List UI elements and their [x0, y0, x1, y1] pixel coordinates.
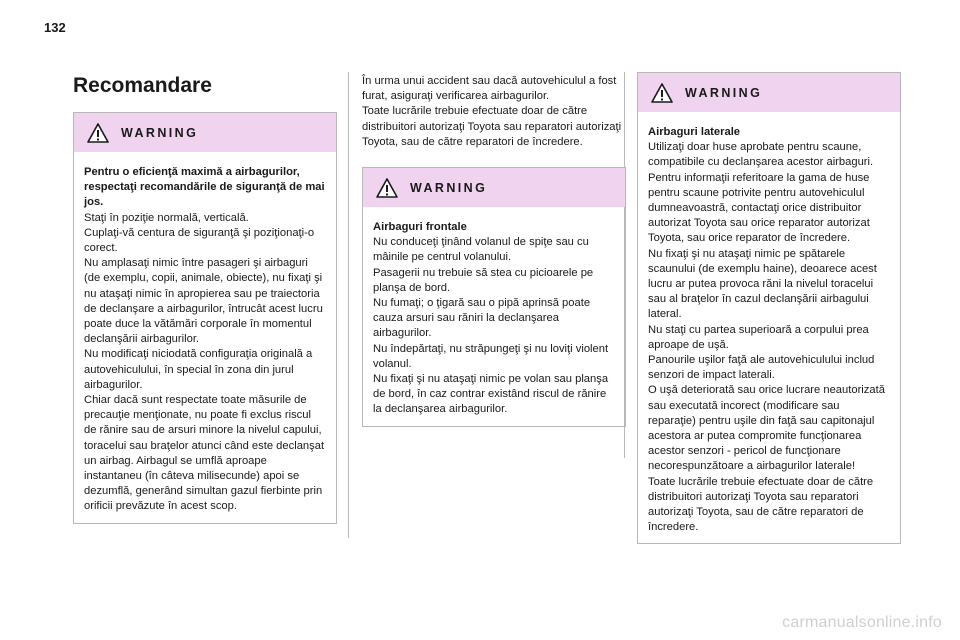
warning-triangle-icon [376, 178, 398, 198]
column-1 [73, 72, 337, 524]
watermark-footer: carmanualsonline.info [782, 614, 942, 631]
warning-title: WARNING [121, 125, 199, 140]
warning-text: Utilizaţi doar huse aprobate pentru scaune, compatibile cu declanşarea acestor airbaguri. Pentru informaţii referitoare la gama de huse pentru scaune potrivite pentru autovehiculul dumneavoastră, contactaţi orice distribuitor autorizat Toyota sau orice reparator autorizat Toyota, sau orice reparator de încredere. Nu fixaţi şi nu ataşaţi nimic pe spătarele scaunului (de exemplu haine), deoarece acest lucru ar putea provoca răni la nivelul toracelui sau al braţelor în cazul declanşării airbagului lateral. Nu staţi cu partea superioară a corpului prea aproape de uşă. Panourile uşilor faţă ale autovehiculului includ senzori de impact laterali. O uşă deteriorată sau orice lucrare neautorizată sau executată incorect (modificare sau reparaţie) pentru uşile din faţă sau capitonajul acestora ar putea compromite funcţionarea acestor senzori - pericol de funcţionare necorespunzătoare a airbagurilor laterale! Toate lucrările trebuie efectuate doar de către distribuitori autorizaţi Toyota sau reparatori autorizaţi Toyota, sau de către reparatori de încredere. [648, 141, 885, 534]
warning-intro: Airbaguri laterale [648, 126, 741, 138]
warning-box-airbag-efficiency [73, 112, 337, 524]
warning-intro: Pentru o eficienţă maximă a airbagurilor, respectaţi recomandările de siguranţă de mai jos. [84, 166, 325, 209]
warning-box-side-airbags [637, 72, 901, 544]
inspection-paragraph: În urma unui accident sau dacă autovehiculul a fost furat, asiguraţi verificarea airbagurilor. Toate lucrările trebuie efectuate doar de către distribuitori autorizaţi Toyota sau reparatori autorizaţi Toyota, sau de către reparatori de încredere. [362, 75, 622, 148]
warning-box-body [638, 112, 900, 543]
warning-box-body [363, 207, 625, 426]
warning-box-header [363, 168, 625, 207]
warning-box-body [74, 152, 336, 523]
warning-box-header [74, 113, 336, 152]
warning-box-front-airbags [362, 167, 626, 427]
warning-triangle-icon [651, 83, 673, 103]
warning-title: WARNING [685, 85, 763, 100]
warning-box-header [638, 73, 900, 112]
section-heading: Recomandare [73, 74, 212, 97]
column-divider-1 [348, 72, 349, 538]
column-3 [637, 72, 901, 544]
warning-triangle-icon [87, 123, 109, 143]
warning-text: Staţi în poziţie normală, verticală. Cuplaţi-vă centura de siguranţă şi poziţionaţi-o corect. Nu amplasaţi nimic între pasageri şi airbaguri (de exemplu, copii, animale, obiecte), nu fixaţi şi nu ataşaţi nimic în apropierea sau pe traiectoria de declanşare a airbagurilor, întrucât acest lucru poate duce la vătămări corporale în momentul declanşării airbagurilor. Nu modificaţi niciodată configuraţia originală a autovehiculului, în special în zona din jurul airbagurilor. Chiar dacă sunt respectate toate măsurile de precauţie menţionate, nu poate fi exclus riscul de rănire sau de arsuri minore la nivelul capului, toracelui sau braţelor atunci când este declanşat un airbag. Airbagul se umflă aproape instantaneu (în câteva milisecunde) apoi se dezumflă, generând simultan gazul fierbinte prin orificii prevăzute în acest scop. [84, 211, 325, 513]
page-number: 132 [44, 20, 66, 35]
warning-intro: Airbaguri frontale [373, 221, 467, 234]
warning-text: Nu conduceţi ţinând volanul de spiţe sau cu mâinile pe centrul volanului. Pasagerii nu trebuie să stea cu picioarele pe planşa de bord. Nu fumaţi; o ţigară sau o pipă aprinsă poate cauza arsuri sau răniri la declanşarea airbagurilor. Nu îndepărtaţi, nu străpungeţi şi nu loviţi violent volanul. Nu fixaţi şi nu ataşaţi nimic pe volan sau planşa de bord, în caz contrar existând riscul de rănire la declanşarea airbagurilor. [373, 236, 609, 416]
warning-title: WARNING [410, 180, 488, 195]
column-2 [362, 72, 626, 427]
